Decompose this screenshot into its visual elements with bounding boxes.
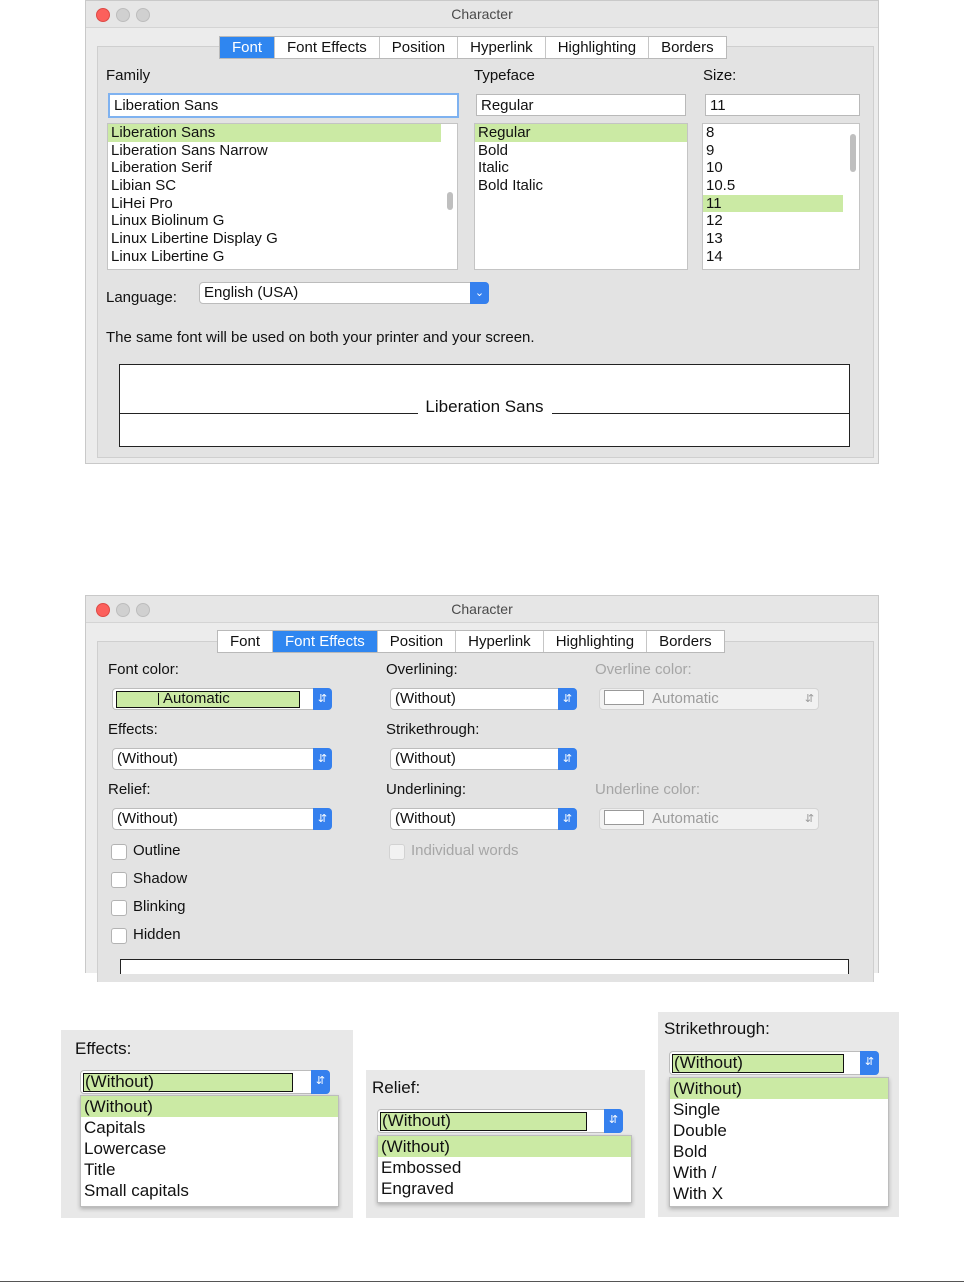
chevron-updown-icon[interactable]: ⇵ bbox=[804, 813, 815, 825]
outline-checkbox[interactable] bbox=[111, 844, 127, 860]
tab-hyperlink[interactable]: Hyperlink bbox=[456, 631, 544, 652]
strikethrough-select[interactable] bbox=[669, 1051, 879, 1075]
tab-position[interactable]: Position bbox=[380, 37, 458, 58]
list-item[interactable]: Liberation Sans Narrow bbox=[111, 141, 268, 159]
preview-box-top bbox=[120, 959, 849, 974]
list-item[interactable]: 8 bbox=[706, 124, 715, 141]
tab-highlighting[interactable]: Highlighting bbox=[544, 631, 647, 652]
shadow-checkbox[interactable] bbox=[111, 872, 127, 888]
list-item[interactable]: LiHei Pro bbox=[111, 194, 173, 212]
info-text: The same font will be used on both your printer and your screen. bbox=[106, 329, 535, 346]
strikethrough-label: Strikethrough: bbox=[664, 1019, 770, 1038]
dialog-title: Character bbox=[451, 601, 513, 617]
effects-value: (Without) bbox=[117, 750, 178, 767]
list-item[interactable]: Linux Libertine Display G bbox=[111, 230, 278, 248]
tab-bar bbox=[219, 36, 727, 59]
effects-value: (Without) bbox=[85, 1072, 154, 1091]
font-color-value: Automatic bbox=[163, 690, 230, 707]
tab-position[interactable]: Position bbox=[378, 631, 456, 652]
overline-color-label: Overline color: bbox=[595, 661, 692, 678]
typeface-label: Typeface bbox=[474, 67, 535, 84]
shadow-label: Shadow bbox=[133, 870, 188, 887]
font-color-select[interactable] bbox=[112, 688, 332, 710]
size-scrollbar[interactable] bbox=[850, 134, 856, 172]
chevron-updown-icon[interactable]: ⇵ bbox=[558, 808, 577, 830]
list-item[interactable]: 13 bbox=[706, 230, 723, 248]
chevron-updown-icon[interactable]: ⇵ bbox=[860, 1051, 879, 1075]
size-input[interactable]: 11 bbox=[705, 94, 860, 116]
chevron-down-icon[interactable]: ⌄ bbox=[470, 282, 489, 304]
strikethrough-options bbox=[669, 1077, 889, 1207]
language-value: English (USA) bbox=[204, 284, 299, 301]
list-item[interactable]: Bold bbox=[478, 141, 509, 159]
overline-color-select[interactable] bbox=[599, 688, 819, 710]
hidden-label: Hidden bbox=[133, 926, 181, 943]
option-without[interactable]: (Without) bbox=[378, 1136, 631, 1157]
list-item[interactable]: Regular bbox=[475, 124, 687, 142]
font-preview bbox=[119, 364, 850, 447]
individual-words-checkbox[interactable] bbox=[389, 844, 405, 860]
list-item[interactable]: 10.5 bbox=[706, 177, 736, 195]
underlining-label: Underlining: bbox=[386, 781, 467, 798]
chevron-updown-icon[interactable]: ⇵ bbox=[311, 1070, 330, 1094]
underline-color-select[interactable] bbox=[599, 808, 819, 830]
list-item[interactable]: 10 bbox=[706, 159, 723, 177]
family-scrollbar[interactable] bbox=[447, 192, 453, 210]
list-item[interactable]: Linux Biolinum G bbox=[111, 212, 225, 230]
option-single[interactable]: Single bbox=[673, 1100, 721, 1119]
strikethrough-select[interactable] bbox=[390, 748, 577, 770]
overline-color-value: Automatic bbox=[652, 690, 719, 707]
font-color-label: Font color: bbox=[108, 661, 179, 678]
underlining-value: (Without) bbox=[395, 810, 456, 827]
page-footer-rule bbox=[0, 1281, 964, 1282]
list-item[interactable]: 11 bbox=[703, 195, 843, 213]
list-item[interactable]: 12 bbox=[706, 212, 723, 230]
underline-color-label: Underline color: bbox=[595, 781, 701, 798]
list-item[interactable]: Italic bbox=[478, 159, 509, 177]
underline-color-swatch bbox=[604, 810, 644, 825]
list-item[interactable]: 9 bbox=[706, 141, 715, 159]
relief-label: Relief: bbox=[108, 781, 151, 798]
effects-label: Effects: bbox=[108, 721, 158, 738]
tab-font-effects[interactable]: Font Effects bbox=[275, 37, 380, 58]
option-capitals[interactable]: Capitals bbox=[84, 1118, 146, 1137]
strikethrough-value: (Without) bbox=[395, 750, 456, 767]
family-label: Family bbox=[106, 67, 151, 84]
tab-borders[interactable]: Borders bbox=[661, 39, 714, 56]
size-label: Size: bbox=[703, 67, 737, 84]
effects-select[interactable] bbox=[80, 1070, 330, 1094]
list-item[interactable]: Liberation Sans bbox=[108, 124, 441, 142]
character-dialog-font-effects bbox=[85, 595, 879, 973]
effects-dropdown-crop bbox=[61, 1030, 353, 1218]
title-bar bbox=[86, 596, 878, 623]
option-engraved[interactable]: Engraved bbox=[381, 1179, 454, 1198]
list-item[interactable]: 14 bbox=[706, 247, 723, 265]
language-label: Language: bbox=[106, 289, 177, 306]
option-with-slash[interactable]: With / bbox=[673, 1163, 717, 1182]
overline-color-swatch bbox=[604, 690, 644, 705]
chevron-updown-icon[interactable]: ⇵ bbox=[604, 1109, 623, 1133]
list-item[interactable]: Linux Libertine G bbox=[111, 247, 225, 265]
chevron-updown-icon[interactable]: ⇵ bbox=[313, 688, 332, 710]
underlining-select[interactable] bbox=[390, 808, 577, 830]
relief-select[interactable] bbox=[112, 808, 332, 830]
effects-label: Effects: bbox=[75, 1039, 132, 1058]
outline-label: Outline bbox=[133, 842, 181, 859]
tab-font-effects[interactable]: Font Effects bbox=[273, 631, 378, 652]
tab-bar bbox=[217, 630, 725, 653]
list-item[interactable]: Libian SC bbox=[111, 177, 177, 195]
typeface-input[interactable]: Regular bbox=[476, 94, 686, 116]
relief-dropdown-crop bbox=[366, 1070, 645, 1218]
option-double[interactable]: Double bbox=[673, 1121, 727, 1140]
effects-options bbox=[80, 1095, 339, 1207]
option-with-x[interactable]: With X bbox=[673, 1184, 724, 1203]
option-small-capitals[interactable]: Small capitals bbox=[84, 1181, 189, 1200]
preview-text: Liberation Sans bbox=[425, 397, 544, 416]
chevron-updown-icon[interactable]: ⇵ bbox=[804, 693, 815, 705]
overlining-label: Overlining: bbox=[386, 661, 458, 678]
character-dialog-font bbox=[85, 0, 879, 464]
individual-words-label: Individual words bbox=[411, 842, 519, 859]
tab-font[interactable]: Font bbox=[220, 37, 275, 58]
option-without[interactable]: (Without) bbox=[81, 1096, 338, 1117]
relief-options bbox=[377, 1135, 632, 1203]
blinking-label: Blinking bbox=[133, 898, 186, 915]
title-bar bbox=[86, 1, 878, 28]
hidden-checkbox[interactable] bbox=[111, 928, 127, 944]
overlining-value: (Without) bbox=[395, 690, 456, 707]
option-bold[interactable]: Bold bbox=[673, 1142, 708, 1161]
tab-hyperlink[interactable]: Hyperlink bbox=[458, 37, 546, 58]
language-select[interactable] bbox=[199, 282, 489, 304]
list-item[interactable]: Bold Italic bbox=[478, 177, 544, 195]
tab-font[interactable]: Font bbox=[218, 631, 273, 652]
dialog-title: Character bbox=[451, 6, 513, 22]
list-item[interactable]: Liberation Serif bbox=[111, 159, 212, 177]
tab-highlighting[interactable]: Highlighting bbox=[546, 37, 649, 58]
option-embossed[interactable]: Embossed bbox=[381, 1158, 462, 1177]
chevron-updown-icon[interactable]: ⇵ bbox=[558, 688, 577, 710]
font-color-swatch bbox=[120, 693, 159, 705]
chevron-updown-icon[interactable]: ⇵ bbox=[313, 748, 332, 770]
effects-select[interactable] bbox=[112, 748, 332, 770]
tab-borders[interactable]: Borders bbox=[659, 633, 712, 650]
typeface-list[interactable] bbox=[474, 123, 688, 270]
option-lowercase[interactable]: Lowercase bbox=[84, 1139, 167, 1158]
relief-value: (Without) bbox=[117, 810, 178, 827]
relief-select[interactable] bbox=[377, 1109, 623, 1133]
option-without[interactable]: (Without) bbox=[670, 1078, 888, 1099]
underline-color-value: Automatic bbox=[652, 810, 719, 827]
overlining-select[interactable] bbox=[390, 688, 577, 710]
family-input[interactable]: Liberation Sans bbox=[108, 93, 459, 118]
size-list[interactable] bbox=[702, 123, 860, 270]
strikethrough-label: Strikethrough: bbox=[386, 721, 480, 738]
strikethrough-value: (Without) bbox=[674, 1053, 743, 1072]
chevron-updown-icon[interactable]: ⇵ bbox=[313, 808, 332, 830]
option-title[interactable]: Title bbox=[84, 1160, 116, 1179]
chevron-updown-icon[interactable]: ⇵ bbox=[558, 748, 577, 770]
relief-label: Relief: bbox=[372, 1078, 421, 1097]
family-list[interactable] bbox=[107, 123, 458, 270]
relief-value: (Without) bbox=[382, 1111, 451, 1130]
blinking-checkbox[interactable] bbox=[111, 900, 127, 916]
strikethrough-dropdown-crop bbox=[658, 1012, 899, 1217]
